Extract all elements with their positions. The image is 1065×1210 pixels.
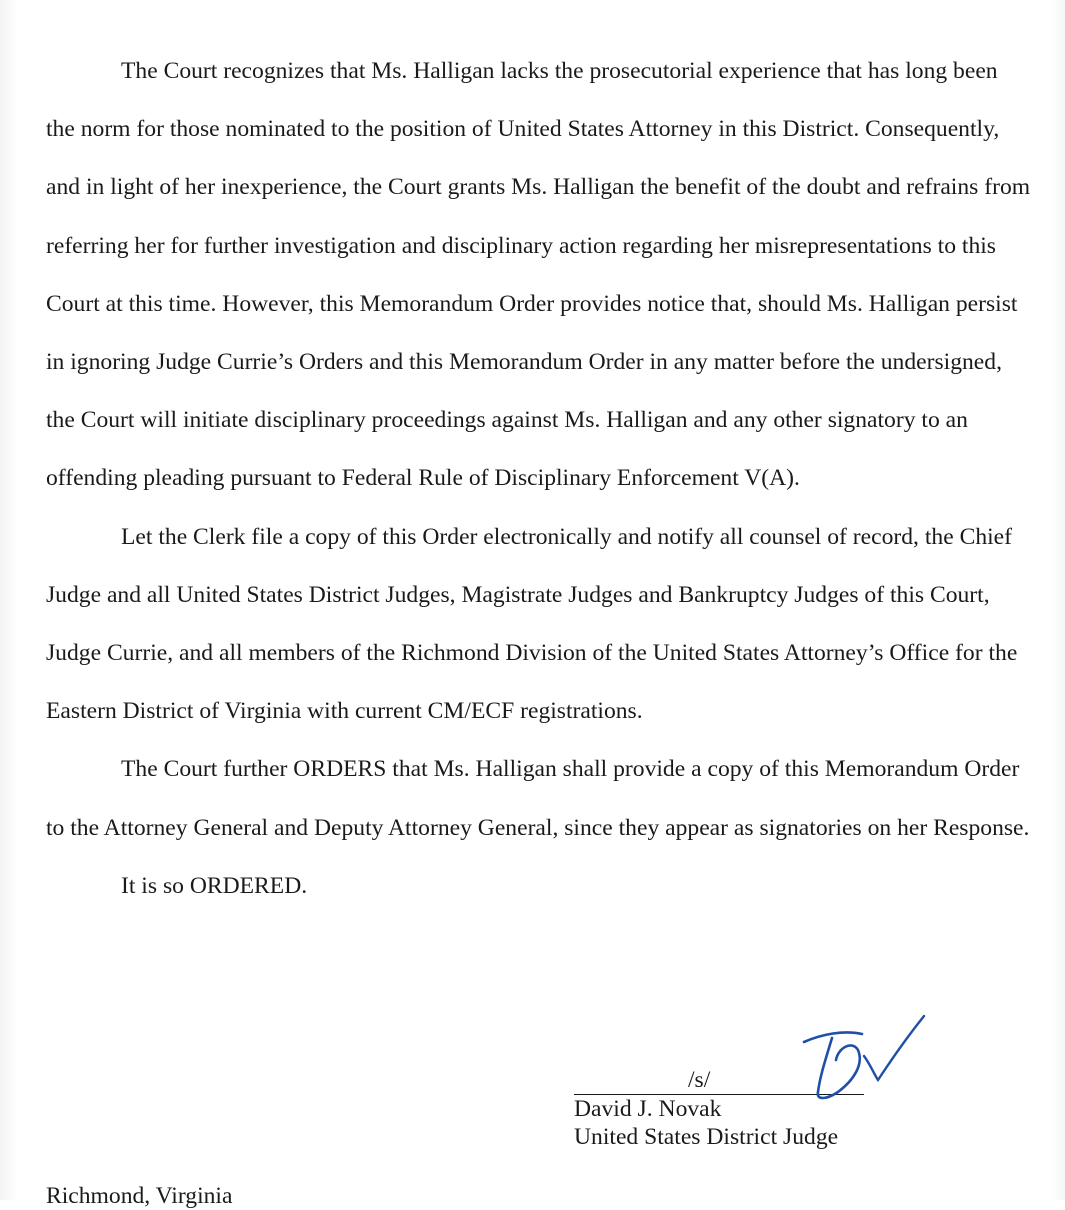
signature-block [574,1064,904,1151]
document-place: Richmond, Virginia [46,1183,233,1209]
paragraph-clerk-notice: Let the Clerk file a copy of this Order electronically and notify all counsel of record, the Chief Judge and all United States District Judges, Magistrate Judges and Bankruptcy Judges of this Court, Judge Currie, and all members of the Richmond Division of the United States Attorney’s Office for the Eastern District of Virginia with current CM/ECF registrations. [46,523,1018,725]
signature-slash-mark: /s/ [688,1067,711,1093]
paragraph-halligan-inexperience: The Court recognizes that Ms. Halligan lacks the prosecutorial experience that has long been the norm for those nominated to the position of United States Attorney in this District. Consequently, and in light of her inexperience, the Court grants Ms. Halligan the benefit of the doubt and refrains from referring her for further investigation and disciplinary action regarding her misrepresentations to this Court at this time. However, this Memorandum Order provides notice that, should Ms. Halligan persist in ignoring Judge Currie’s Orders and this Memorandum Order in any matter before the undersigned, the Court will initiate disciplinary proceedings against Ms. Halligan and any other signatory to an offending pleading pursuant to Federal Rule of Disciplinary Enforcement V(A). [46,58,1031,492]
handwritten-signature-icon [782,1008,932,1118]
order-body [46,42,1031,915]
paragraph-further-orders: The Court further ORDERS that Ms. Halligan shall provide a copy of this Memorandum Order to the Attorney General and Deputy Attorney General, since they appear as signatories on her Response. [46,756,1030,841]
signatory-title: United States District Judge [574,1124,839,1150]
signatory-name: David J. Novak [574,1096,722,1122]
paragraph-so-ordered: It is so ORDERED. [121,872,308,899]
signature-line [574,1064,864,1095]
